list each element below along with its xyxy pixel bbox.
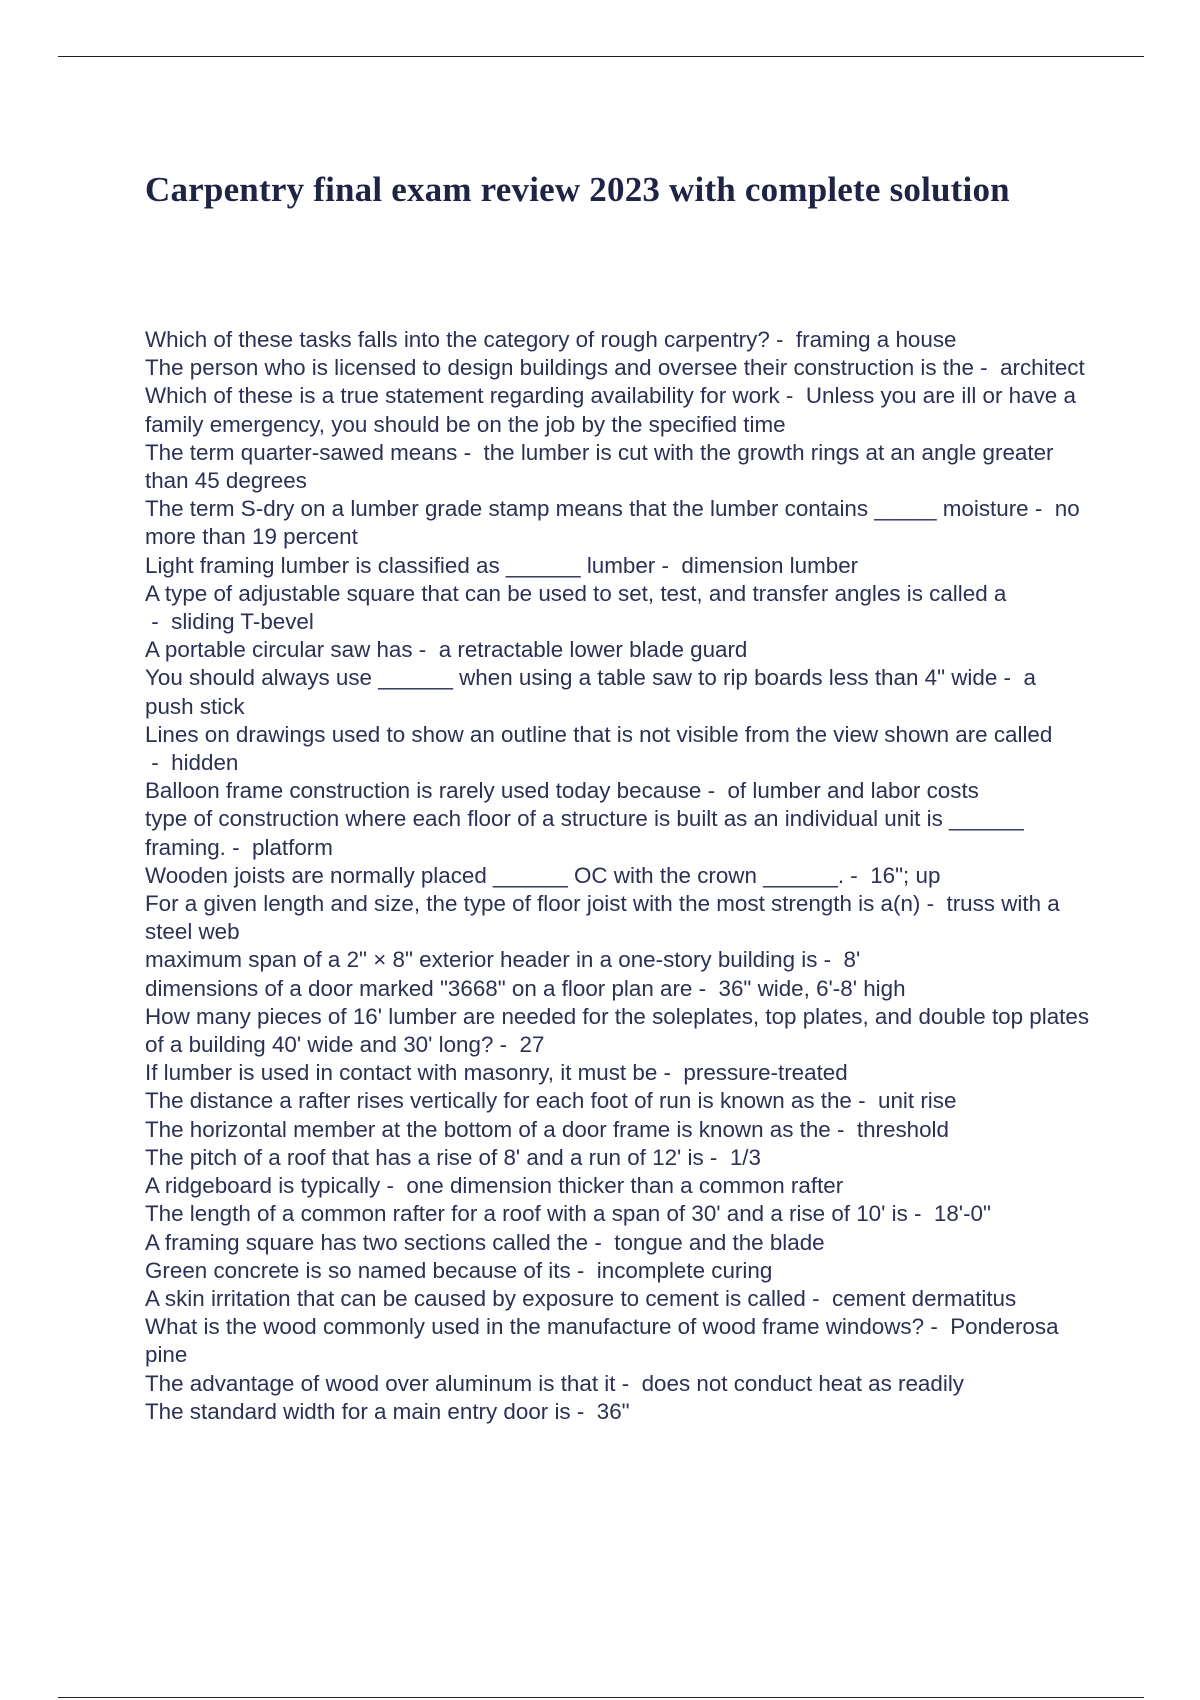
answer-text: tongue and the blade: [614, 1229, 825, 1255]
answer-text: threshold: [856, 1116, 949, 1142]
answer-text: a retractable lower blade guard: [438, 637, 748, 663]
question-text: How many pieces of 16' lumber are needed for the soleplates, top plates, and double top plates of a building 40' wide and 30' long?: [145, 1003, 1090, 1058]
answer-separator: -: [907, 1201, 934, 1227]
qa-item: [145, 721, 1090, 777]
answer-separator: -: [844, 862, 871, 888]
question-text: The standard width for a main entry door is: [145, 1398, 571, 1424]
answer-separator: -: [830, 1116, 857, 1142]
question-text: Green concrete is so named because of its: [145, 1257, 571, 1283]
answer-separator: -: [225, 834, 253, 860]
answer-separator: -: [655, 552, 682, 578]
answer-separator: -: [703, 1144, 730, 1170]
qa-item: [145, 664, 1090, 720]
answer-text: 18'-0": [933, 1201, 991, 1227]
answer-text: unit rise: [878, 1088, 957, 1114]
answer-separator: -: [997, 665, 1024, 691]
answer-text: 36" wide, 6'-8' high: [718, 975, 906, 1001]
qa-item: [145, 439, 1090, 495]
qa-item: [145, 1003, 1090, 1059]
answer-text: of lumber and labor costs: [727, 778, 979, 804]
qa-item: [145, 777, 1090, 805]
question-text: A portable circular saw has: [145, 637, 413, 663]
answer-text: does not conduct heat as readily: [641, 1370, 964, 1396]
answer-separator: -: [924, 1314, 951, 1340]
question-text: For a given length and size, the type of floor joist with the most strength is a(n): [145, 891, 921, 917]
answer-separator: -: [570, 1257, 597, 1283]
question-text: The term quarter-sawed means: [145, 439, 458, 465]
qa-item: [145, 890, 1090, 946]
qa-item: [145, 326, 1090, 354]
answer-text: 16"; up: [870, 862, 941, 888]
qa-item: [145, 354, 1090, 382]
answer-separator: -: [805, 1285, 833, 1311]
question-text: The horizontal member at the bottom of a door frame is known as the: [145, 1116, 831, 1142]
question-text: Light framing lumber is classified as ______ lumber: [145, 552, 656, 578]
bottom-rule: [58, 1697, 1144, 1698]
qa-item: [145, 1059, 1090, 1087]
answer-text: 27: [519, 1032, 545, 1058]
answer-text: 1/3: [729, 1144, 761, 1170]
answer-separator: -: [692, 975, 719, 1001]
answer-separator: -: [973, 355, 1001, 381]
answer-separator: -: [779, 383, 806, 409]
answer-text: 8': [843, 947, 861, 973]
question-text: The distance a rafter rises vertically for each foot of run is known as the: [145, 1088, 852, 1114]
question-text: maximum span of a 2" × 8" exterior header in a one-story building is: [145, 947, 818, 973]
answer-text: one dimension thicker than a common rafter: [406, 1173, 844, 1199]
qa-item: [145, 495, 1090, 551]
question-text: A framing square has two sections called the: [145, 1229, 589, 1255]
answer-separator: -: [851, 1088, 879, 1114]
answer-text: a push stick: [145, 665, 1036, 719]
answer-text: Ponderosa pine: [145, 1314, 1059, 1368]
question-text: You should always use ______ when using a table saw to rip boards less than 4" wide: [145, 665, 998, 691]
qa-item: [145, 552, 1090, 580]
answer-text: framing a house: [795, 327, 957, 352]
qa-item: [145, 580, 1090, 636]
answer-separator: -: [1028, 496, 1055, 522]
question-text: The length of a common rafter for a roof with a span of 30' and a rise of 10' is: [145, 1201, 908, 1227]
answer-separator: -: [145, 750, 172, 776]
qa-item: [145, 805, 1090, 861]
answer-text: cement dermatitus: [832, 1285, 1017, 1311]
top-rule: [58, 56, 1144, 57]
answer-separator: -: [145, 609, 172, 635]
answer-separator: -: [457, 439, 484, 465]
question-text: The person who is licensed to design buildings and oversee their construction is the: [145, 355, 974, 381]
qa-item: [145, 1370, 1090, 1398]
answer-separator: -: [817, 947, 844, 973]
answer-text: truss with a steel web: [145, 891, 1060, 945]
qa-item: [145, 1285, 1090, 1313]
qa-item: [145, 1257, 1090, 1285]
answer-separator: -: [570, 1398, 597, 1424]
qa-item: [145, 862, 1090, 890]
qa-item: [145, 636, 1090, 664]
question-text: The advantage of wood over aluminum is that it: [145, 1370, 616, 1396]
qa-item: [145, 1087, 1090, 1115]
qa-item: [145, 1398, 1090, 1426]
answer-text: pressure-treated: [683, 1060, 848, 1086]
qa-item: [145, 382, 1090, 438]
qa-list: [145, 326, 1090, 1426]
answer-text: 36": [596, 1398, 630, 1424]
qa-item: [145, 1172, 1090, 1200]
question-text: The term S-dry on a lumber grade stamp means that the lumber contains _____ moisture: [145, 496, 1029, 522]
answer-text: platform: [252, 834, 333, 860]
qa-item: [145, 946, 1090, 974]
qa-item: [145, 1144, 1090, 1172]
answer-separator: -: [920, 891, 947, 917]
qa-item: [145, 1229, 1090, 1257]
answer-separator: -: [615, 1370, 642, 1396]
answer-text: hidden: [171, 750, 239, 776]
answer-text: architect: [1000, 355, 1085, 381]
answer-text: incomplete curing: [596, 1257, 773, 1283]
answer-text: Unless you are ill or have a family emergency, you should be on the job by the specified time: [145, 383, 1076, 437]
question-text: Balloon frame construction is rarely used today because: [145, 778, 702, 804]
question-text: If lumber is used in contact with masonry, it must be: [145, 1060, 658, 1086]
question-text: dimensions of a door marked "3668" on a floor plan are: [145, 975, 693, 1001]
answer-separator: -: [380, 1173, 407, 1199]
answer-text: dimension lumber: [681, 552, 859, 578]
answer-separator: -: [657, 1060, 684, 1086]
question-text: What is the wood commonly used in the manufacture of wood frame windows?: [145, 1314, 925, 1340]
question-text: The pitch of a roof that has a rise of 8' and a run of 12' is: [145, 1144, 704, 1170]
question-text: Wooden joists are normally placed ______ OC with the crown ______.: [145, 862, 845, 888]
question-text: A type of adjustable square that can be used to set, test, and transfer angles is called a: [145, 580, 1007, 606]
answer-separator: -: [588, 1229, 615, 1255]
answer-separator: -: [493, 1032, 520, 1058]
question-text: A skin irritation that can be caused by exposure to cement is called: [145, 1285, 806, 1311]
answer-text: sliding T-bevel: [171, 609, 314, 635]
question-text: Lines on drawings used to show an outline that is not visible from the view shown are called: [145, 721, 1053, 747]
question-text: type of construction where each floor of a structure is built as an individual unit is ______ framing.: [145, 806, 1024, 860]
question-text: Which of these tasks falls into the category of rough carpentry?: [145, 327, 770, 352]
qa-item: [145, 975, 1090, 1003]
qa-item: [145, 1313, 1090, 1369]
answer-separator: -: [701, 778, 728, 804]
question-text: A ridgeboard is typically: [145, 1173, 381, 1199]
qa-item: [145, 1200, 1090, 1228]
qa-item: [145, 1116, 1090, 1144]
answer-text: the lumber is cut with the growth rings at an angle greater than 45 degrees: [145, 439, 1054, 494]
answer-separator: -: [769, 327, 796, 352]
answer-separator: -: [412, 637, 439, 663]
question-text: Which of these is a true statement regarding availability for work: [145, 383, 780, 409]
document-title: Carpentry final exam review 2023 with complete solution: [145, 170, 1010, 209]
answer-text: no more than 19 percent: [145, 496, 1080, 550]
